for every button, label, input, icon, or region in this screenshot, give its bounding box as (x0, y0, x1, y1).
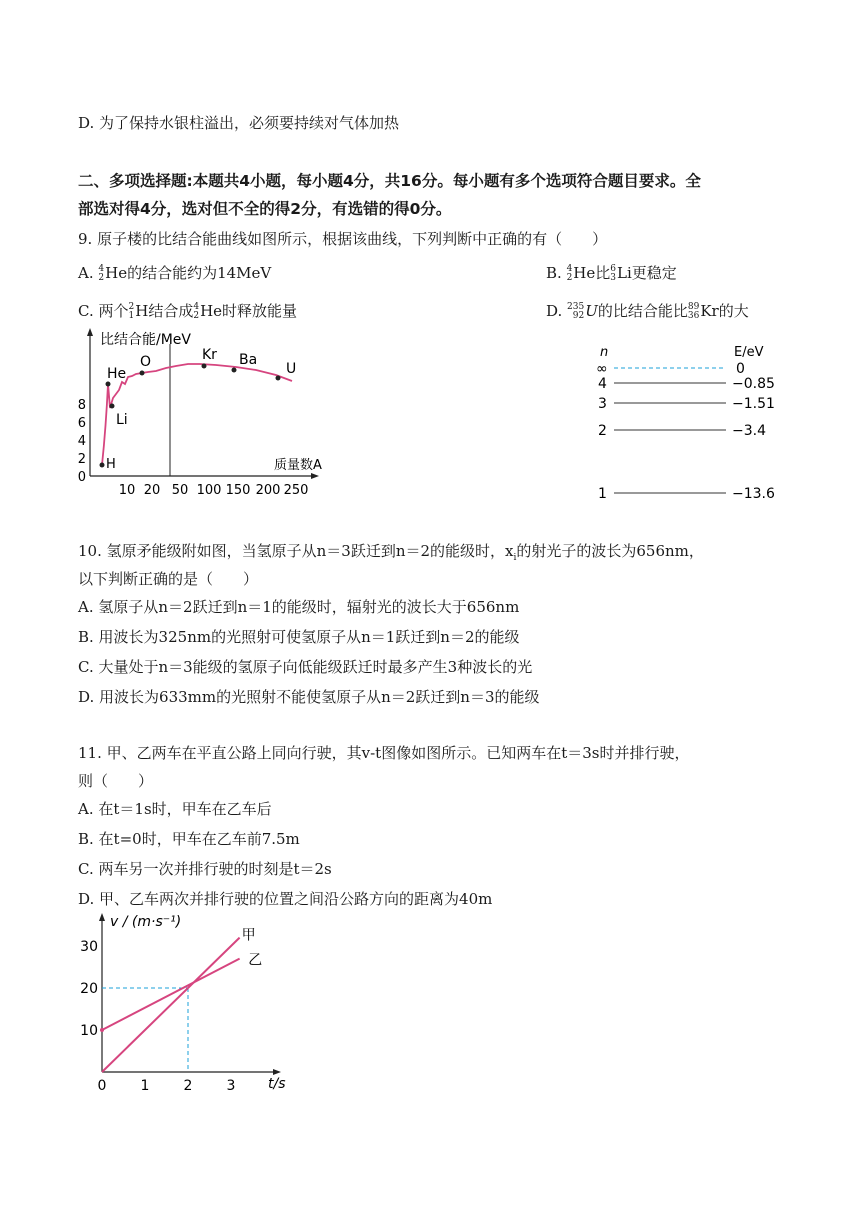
series-jia-line (102, 938, 240, 1072)
x-tick: 100 (196, 483, 222, 498)
point-kr (202, 364, 207, 369)
q9-option-a (78, 262, 271, 284)
x-axis-arrow (311, 473, 319, 479)
y-tick: 2 (77, 452, 86, 467)
nuclide-index: 4 2 (98, 264, 105, 283)
section2-title-cont: 部选对得4分，选对但不全的得2分，有选错的得0分。 (78, 200, 452, 218)
e-label: E/eV (734, 345, 764, 360)
q9-option-d (546, 300, 749, 322)
q10-option-b: B. 用波长为325nm的光照射可使氢原子从n＝1跃迁到n＝2的能级 (78, 628, 520, 646)
q10-option-d: D. 用波长为633mm的光照射不能使氢原子从n＝2跃迁到n＝3的能级 (78, 688, 540, 706)
x-tick: 200 (255, 483, 281, 498)
level-e: −13.6 (732, 486, 775, 502)
q9-b-mid: 比 (595, 264, 611, 282)
nuclide-index: 2 1 (128, 302, 135, 321)
q9-b-prefix: B. (546, 264, 567, 282)
x-tick: 20 (143, 483, 161, 498)
q11-option-b: B. 在t=0时，甲车在乙车前7.5m (78, 830, 300, 848)
q10-stem (78, 540, 704, 569)
q9-option-b (546, 262, 677, 284)
label-h: H (106, 457, 116, 472)
x-ticks (98, 1078, 236, 1094)
q10-option-a: A. 氢原子从n＝2跃迁到n＝1的能级时，辐射光的波长大于656nm (78, 598, 520, 616)
prev-option-d: D. 为了保持水银柱溢出，必须要持续对气体加热 (78, 114, 400, 132)
q10-option-c: C. 大量处于n＝3能级的氢原子向低能级跃迁时最多产生3种波长的光 (78, 658, 533, 676)
n-label: n (600, 345, 609, 360)
y-tick: 6 (77, 416, 86, 431)
level-e: −3.4 (732, 423, 766, 439)
y-axis-arrow (87, 328, 93, 336)
y-tick: 10 (80, 1023, 98, 1039)
x-tick: 0 (97, 1078, 107, 1094)
series-jia-label: 甲 (241, 927, 256, 944)
nuclide-index: 235 92 (567, 302, 585, 321)
label-ba: Ba (239, 352, 258, 368)
x-ticks (119, 483, 309, 498)
y-ticks (80, 939, 98, 1039)
nuclide-index: 89 36 (687, 302, 700, 321)
q9-a-element: He (105, 264, 128, 282)
q11-option-a: A. 在t＝1s时，甲车在乙车后 (78, 800, 272, 818)
y-axis-arrow (99, 913, 105, 921)
y-tick: 20 (80, 981, 98, 997)
level-n: ∞ (596, 361, 608, 377)
y-tick: 4 (77, 434, 86, 449)
q9-c-mid: 结合成 (148, 302, 194, 320)
y-ticks (78, 398, 86, 485)
x-tick: 50 (171, 483, 189, 498)
level-n: 2 (598, 423, 607, 439)
nuclide-index: 4 2 (566, 264, 573, 283)
q9-a-text: 的结合能约为14MeV (127, 264, 272, 282)
point-ba (232, 368, 237, 373)
point-u (276, 376, 281, 381)
q10-stem-b: 的射光子的波长为656nm， (516, 542, 704, 560)
x-tick: 10 (118, 483, 136, 498)
x-axis-arrow (273, 1069, 281, 1075)
q11-stem-cont: 则（ ） (78, 772, 154, 790)
q9-d-mid: 的比结合能比 (597, 302, 688, 320)
q9-b-element1: He (573, 264, 596, 282)
level-e: −0.85 (732, 376, 775, 392)
series-yi-label: 乙 (248, 952, 263, 969)
level-n-labels (596, 361, 608, 502)
q9-c-prefix: C. 两个 (78, 302, 129, 320)
q9-b-element2: Li (617, 264, 632, 282)
q11-stem: 11. 甲、乙两车在平直公路上同向行驶，其v-t图像如图所示。已知两车在t＝3s时并排行驶， (78, 744, 690, 762)
q9-a-prefix: A. (78, 264, 99, 282)
level-n: 3 (598, 396, 607, 412)
level-n: 4 (598, 376, 607, 392)
y-axis-label: 比结合能/MeV (100, 332, 191, 348)
q10-stem-a: 10. 氢原矛能级附如图，当氢原子从n＝3跃迁到n＝2的能级时，x (78, 542, 514, 560)
q9-c-element2: He (200, 302, 223, 320)
x-tick: 250 (283, 483, 309, 498)
label-u: U (286, 361, 297, 377)
q9-c-text: 时释放能量 (222, 302, 298, 320)
point-o (140, 371, 145, 376)
x-tick: 150 (225, 483, 251, 498)
q10-stem-cont: 以下判断正确的是（ ） (78, 570, 259, 588)
q9-option-c (78, 300, 297, 322)
label-kr: Kr (202, 347, 217, 363)
q9-d-prefix: D. (546, 302, 568, 320)
q9-stem: 9. 原子楼的比结合能曲线如图所示，根据该曲线，下列判断中正确的有（ ） (78, 230, 608, 248)
q9-c-element1: H (135, 302, 149, 320)
label-o: O (140, 354, 152, 370)
q9-d-element1: U (585, 302, 598, 320)
point-h (100, 463, 105, 468)
level-e: −1.51 (732, 396, 775, 412)
x-axis-label: 质量数A (274, 458, 322, 473)
section2-title: 二、多项选择题:本题共4小题，每小题4分，共16分。每小题有多个选项符合题目要求。全 (78, 172, 701, 190)
nuclide-index: 6 3 (610, 264, 617, 283)
q11-option-d: D. 甲、乙车两次并排行驶的位置之间沿公路方向的距离为40m (78, 890, 493, 908)
label-li: Li (116, 412, 128, 428)
q10-stem-sub: i (513, 553, 517, 563)
level-e: 0 (736, 361, 745, 377)
point-he (106, 382, 111, 387)
nuclide-index: 4 2 (193, 302, 200, 321)
x-tick: 2 (183, 1078, 193, 1094)
q11-option-c: C. 两车另一次并排行驶的时刻是t＝2s (78, 860, 332, 878)
binding-energy-chart (76, 326, 326, 502)
y-tick: 8 (77, 398, 86, 413)
q9-b-text: 更稳定 (631, 264, 677, 282)
x-tick: 3 (226, 1078, 236, 1094)
y-tick: 30 (80, 939, 98, 955)
point-li (110, 404, 115, 409)
series-yi-line (102, 959, 240, 1030)
q9-d-element2: Kr (700, 302, 719, 320)
level-n: 1 (598, 486, 607, 502)
q9-d-text: 的大 (718, 302, 749, 320)
vt-chart (76, 910, 306, 1096)
series-yi-start-point (100, 1028, 104, 1032)
x-axis-label: t/s (268, 1076, 286, 1092)
level-e-labels (732, 361, 775, 502)
y-tick: 0 (77, 470, 86, 485)
energy-level-diagram (590, 340, 790, 506)
x-tick: 1 (140, 1078, 150, 1094)
label-he: He (107, 366, 127, 382)
y-axis-label: v / (m·s⁻¹) (110, 914, 182, 930)
binding-energy-curve (102, 364, 292, 465)
